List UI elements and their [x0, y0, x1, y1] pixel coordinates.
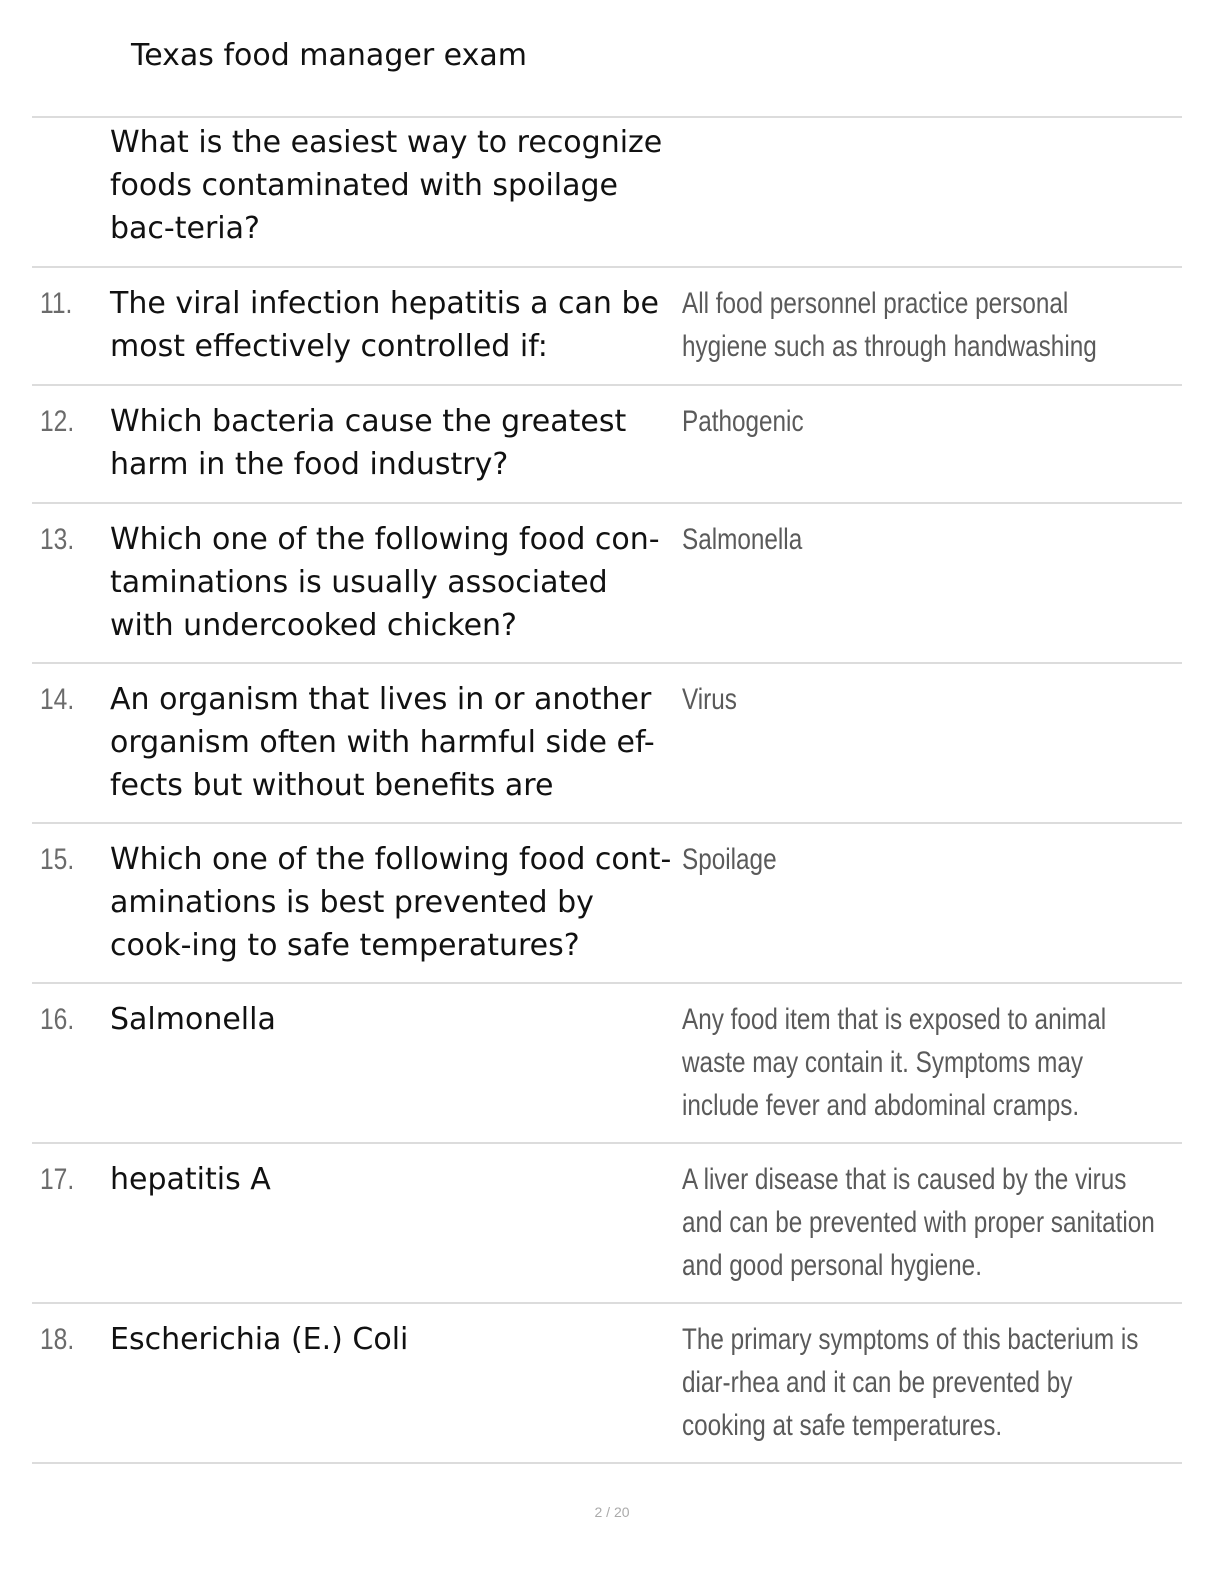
- card-definition: Salmonella: [682, 523, 803, 556]
- flashcard-row: [32, 1304, 1182, 1464]
- card-definition: Spoilage: [682, 843, 777, 876]
- card-number: 12.: [40, 405, 75, 438]
- card-definition: Any food item that is exposed to animal waste may contain it. Symptoms may include fever and abdominal cramps.: [682, 1003, 1107, 1122]
- card-term: The viral infection hepatitis a can be most effectively controlled if:: [110, 286, 659, 364]
- card-definition: A liver disease that is caused by the virus and can be prevented with proper sanitation and good personal hygiene.: [682, 1163, 1155, 1282]
- flashcard-row: [32, 664, 1182, 824]
- flashcard-row: [32, 504, 1182, 664]
- flashcard-row: [32, 386, 1182, 504]
- flashcard-row: [32, 984, 1182, 1144]
- card-definition: Pathogenic: [682, 405, 804, 438]
- card-number: 14.: [40, 683, 75, 716]
- card-definition: The primary symptoms of this bacterium is diar-rhea and it can be prevented by cooking at safe temperatures.: [682, 1323, 1139, 1442]
- card-term: Which one of the following food con-taminations is usually associated with undercooked chicken?: [110, 522, 660, 643]
- card-term: Which one of the following food cont-aminations is best prevented by cook-ing to safe temperatures?: [110, 842, 672, 963]
- card-number: 13.: [40, 523, 75, 556]
- card-number: 17.: [40, 1163, 75, 1196]
- card-number: 18.: [40, 1323, 75, 1356]
- flashcard-row: [32, 1144, 1182, 1304]
- card-number: 11.: [40, 287, 73, 320]
- flashcard-list: [32, 116, 1182, 1464]
- card-number: 16.: [40, 1003, 75, 1036]
- card-term: What is the easiest way to recognize foods contaminated with spoilage bac-teria?: [110, 125, 663, 246]
- flashcard-row: [32, 118, 1182, 268]
- flashcard-row: [32, 824, 1182, 984]
- card-term: Salmonella: [110, 1002, 276, 1037]
- card-number: 15.: [40, 843, 75, 876]
- flashcard-row: [32, 268, 1182, 386]
- document-title: Texas food manager exam: [131, 38, 527, 73]
- card-term: hepatitis A: [110, 1162, 271, 1197]
- card-definition: Virus: [682, 683, 737, 716]
- card-definition: All food personnel practice personal hygiene such as through handwashing: [682, 287, 1097, 363]
- card-term: Which bacteria cause the greatest harm in the food industry?: [110, 404, 627, 482]
- page-indicator: 2 / 20: [594, 1504, 630, 1520]
- card-term: Escherichia (E.) Coli: [110, 1322, 409, 1357]
- card-term: An organism that lives in or another organism often with harmful side ef-fects but without benefits are: [110, 682, 655, 803]
